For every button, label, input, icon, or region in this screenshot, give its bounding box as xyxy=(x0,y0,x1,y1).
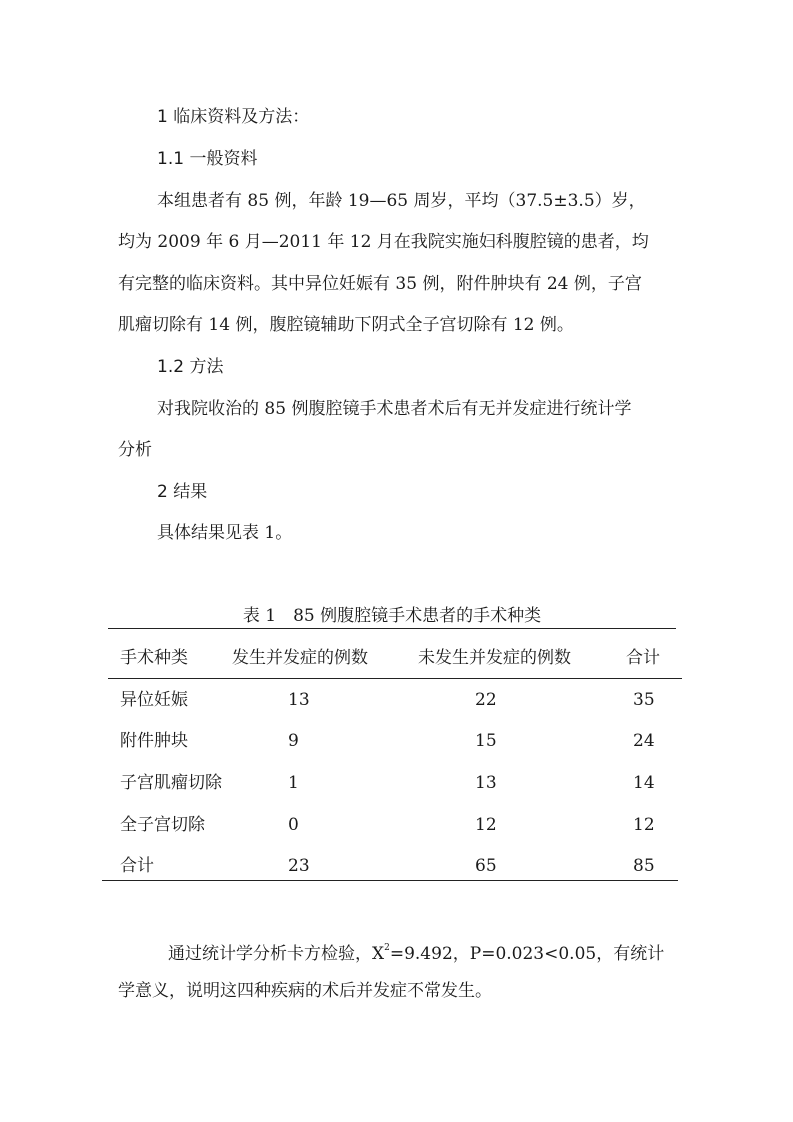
table-cell: 22 xyxy=(475,690,497,710)
table-cell: 附件肿块 xyxy=(120,731,188,751)
section-heading-1: 1 临床资料及方法： xyxy=(157,107,310,127)
paragraph-line: 本组患者有 85 例，年龄 19—65 周岁，平均（37.5±3.5）岁， xyxy=(157,191,646,211)
table-cell: 异位妊娠 xyxy=(120,690,188,710)
conclusion-text: 通过统计学分析卡方检验，X xyxy=(168,944,385,964)
table-header-rule xyxy=(108,678,682,679)
table-cell: 9 xyxy=(288,731,299,751)
table-bottom-rule xyxy=(102,880,678,881)
table-cell: 24 xyxy=(633,731,655,751)
table-top-rule xyxy=(108,628,676,629)
table-cell: 35 xyxy=(633,690,655,710)
paragraph-line: 肌瘤切除有 14 例，腹腔镜辅助下阴式全子宫切除有 12 例。 xyxy=(118,315,574,335)
table-header-cell: 手术种类 xyxy=(120,648,188,668)
paragraph-line: 分析 xyxy=(118,440,152,460)
table-cell: 13 xyxy=(475,773,497,793)
paragraph-line: 有完整的临床资料。其中异位妊娠有 35 例，附件肿块有 24 例，子宫 xyxy=(118,274,642,294)
table-cell: 23 xyxy=(288,856,310,876)
table-cell: 15 xyxy=(475,731,497,751)
table-cell: 全子宫切除 xyxy=(120,815,205,835)
table-caption: 表 1 85 例腹腔镜手术患者的手术种类 xyxy=(242,606,542,626)
subsection-heading-1-2: 1.2 方法 xyxy=(157,357,224,377)
table-cell: 0 xyxy=(288,815,299,835)
table-cell: 13 xyxy=(288,690,310,710)
table-header-cell: 未发生并发症的例数 xyxy=(418,648,571,668)
paragraph-line: 均为 2009 年 6 月—2011 年 12 月在我院实施妇科腹腔镜的患者，均 xyxy=(118,232,649,252)
section-heading-2: 2 结果 xyxy=(157,482,208,502)
table-cell: 1 xyxy=(288,773,299,793)
paragraph-line: 对我院收治的 85 例腹腔镜手术患者术后有无并发症进行统计学 xyxy=(157,399,632,419)
table-cell: 子宫肌瘤切除 xyxy=(120,773,222,793)
superscript: 2 xyxy=(384,943,390,953)
table-cell: 14 xyxy=(633,773,655,793)
table-cell: 12 xyxy=(475,815,497,835)
table-cell: 85 xyxy=(633,856,655,876)
conclusion-line xyxy=(168,937,664,965)
table-cell: 合计 xyxy=(120,856,154,876)
conclusion-text: =9.492，P=0.023<0.05，有统计 xyxy=(389,944,665,964)
paragraph-line: 具体结果见表 1。 xyxy=(157,523,293,543)
conclusion-line: 学意义，说明这四种疾病的术后并发症不常发生。 xyxy=(118,981,492,1001)
table-cell: 12 xyxy=(633,815,655,835)
table-cell: 65 xyxy=(475,856,497,876)
subsection-heading-1-1: 1.1 一般资料 xyxy=(157,149,258,169)
table-header-cell: 发生并发症的例数 xyxy=(232,648,368,668)
table-header-cell: 合计 xyxy=(626,648,660,668)
